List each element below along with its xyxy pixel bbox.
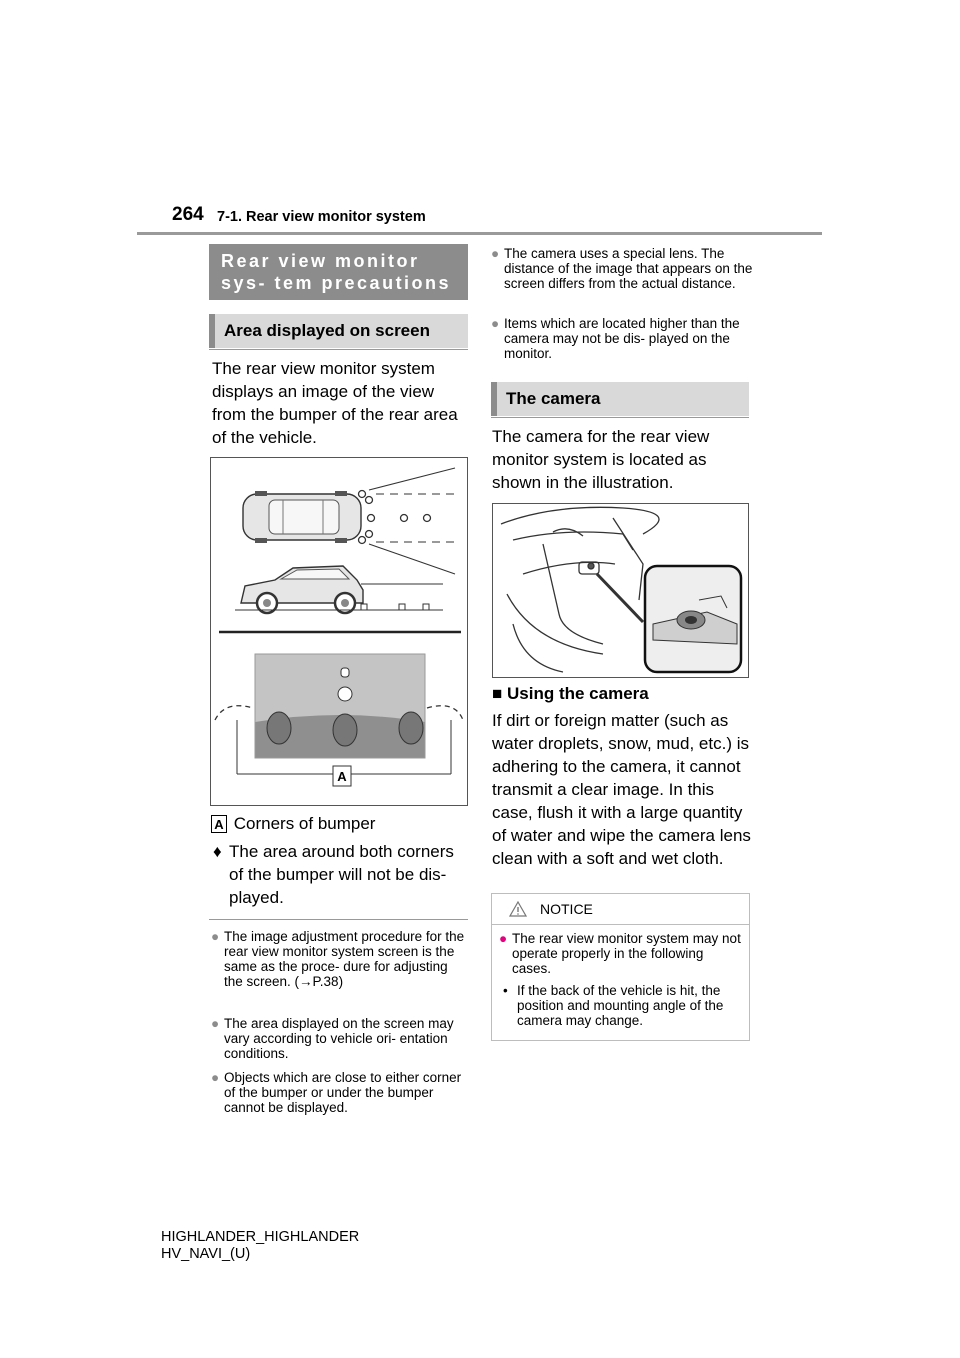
note-bullet-icon: ● (491, 246, 500, 261)
notice-sub-bullet-icon: • (503, 983, 508, 998)
caption-row (211, 812, 471, 835)
camera-closeup-icon (645, 566, 741, 672)
page-number: 264 (172, 204, 204, 225)
using-camera-heading-text: Using the camera (507, 684, 649, 703)
note-bullet-icon: ● (211, 1016, 220, 1031)
subheading-underline (491, 417, 749, 418)
header-rule (137, 232, 822, 235)
vehicle-rear-icon (501, 507, 659, 672)
vehicle-top-view-icon (243, 491, 361, 543)
note-bullet-icon: ● (491, 316, 500, 331)
notice-bullet-text: The rear view monitor system may not operate properly in the following cases. (512, 931, 741, 976)
subheading-area-displayed (209, 314, 468, 348)
caption-text: Corners of bumper (233, 814, 376, 833)
note-item (491, 316, 753, 361)
note-item (211, 1016, 469, 1061)
figure-label-a: A (337, 769, 347, 784)
note-text: The area displayed on the screen may vary according to vehicle ori- entation conditions. (224, 1016, 454, 1061)
sensor-markers (359, 491, 431, 544)
main-heading: Rear view monitor sys- tem precautions (209, 244, 468, 300)
notice-title: NOTICE (540, 901, 593, 917)
bullet-diamond-icon: ♦ (213, 842, 222, 861)
notice-bullet (499, 931, 745, 976)
note-item (211, 929, 469, 989)
note-text: The image adjustment procedure for the rear view monitor system screen is the same as the proce- dure for adjusting the screen. (→P.38) (224, 929, 465, 989)
subheading-the-camera (491, 382, 749, 416)
note-item (211, 1070, 469, 1115)
notice-box (491, 893, 750, 1041)
notice-header (492, 894, 749, 925)
camera-text: The camera for the rear view monitor system is located as shown in the illustration. (492, 427, 710, 492)
notice-bullet-icon: ● (499, 931, 508, 946)
note-text: Items which are located higher than the camera may not be dis- played on the monitor. (504, 316, 740, 361)
subheading-area-displayed-label: Area displayed on screen (224, 321, 430, 340)
bullet-text: The area around both corners of the bumper will not be dis- played. (229, 842, 454, 907)
warning-triangle-icon (509, 901, 527, 917)
note-text: The camera uses a special lens. The distance of the image that appears on the screen differs from the actual distance. (504, 246, 753, 291)
using-camera-heading (492, 682, 752, 705)
note-text: Objects which are close to either corner of the bumper or under the bumper cannot be displayed. (224, 1070, 462, 1115)
footer (161, 1229, 359, 1263)
camera-figure (492, 503, 749, 678)
notice-sub-bullet (503, 983, 743, 1028)
intro-text: The rear view monitor system displays an image of the view from the bumper of the rear area of the vehicle. (212, 359, 458, 447)
square-bullet-icon: ■ (492, 684, 503, 703)
notice-sub-bullet-text: If the back of the vehicle is hit, the position and mounting angle of the camera may change. (517, 983, 724, 1028)
caption-label-a: A (211, 815, 227, 833)
bullet-item (211, 840, 471, 909)
notes-divider (209, 919, 468, 920)
subheading-the-camera-label: The camera (506, 389, 601, 408)
note-item (491, 246, 753, 291)
view-range-lines (369, 468, 455, 574)
area-displayed-figure (210, 457, 468, 806)
using-camera-text: If dirt or foreign matter (such as water droplets, snow, mud, etc.) is adhering to the camera, it cannot transmit a clear image. In this case, flush it with a large quantity of water and wipe the camera lens clean with a soft and wet cloth. (492, 711, 751, 868)
vehicle-side-view-icon (235, 566, 443, 613)
area-displayed-illustration (211, 458, 467, 805)
footer-line-2: HV_NAVI_(U) (161, 1246, 251, 1262)
subheading-underline (209, 349, 468, 350)
section-title: 7-1. Rear view monitor system (217, 209, 426, 225)
note-bullet-icon: ● (211, 929, 220, 944)
camera-pointer-line (597, 574, 643, 622)
monitor-view-icon (215, 654, 463, 786)
camera-location-illustration (493, 504, 748, 677)
footer-line-1: HIGHLANDER_HIGHLANDER (161, 1229, 360, 1245)
note-bullet-icon: ● (211, 1070, 220, 1085)
